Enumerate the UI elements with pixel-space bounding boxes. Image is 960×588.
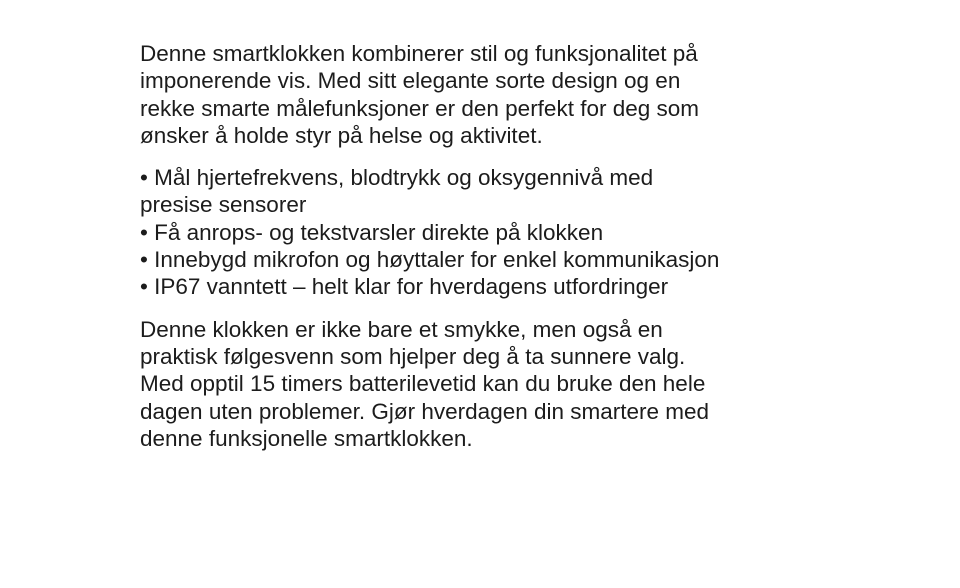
outro-paragraph: Denne klokken er ikke bare et smykke, men også en praktisk følgesvenn som hjelper deg å ta sunnere valg. Med opptil 15 timers batterilevetid kan du bruke den hele dagen uten problemer. Gjør hverdagen din smartere med denne funksjonelle smartklokken. <box>140 316 710 451</box>
feature-item: • Innebygd mikrofon og høyttaler for enkel kommunikasjon <box>140 247 720 273</box>
product-description <box>140 40 730 452</box>
feature-item: • IP67 vanntett – helt klar for hverdagens utfordringer <box>140 274 669 300</box>
feature-list <box>140 164 730 300</box>
feature-item: • Mål hjertefrekvens, blodtrykk og oksygennivå med presise sensorer <box>140 165 654 218</box>
feature-item: • Få anrops- og tekstvarsler direkte på klokken <box>140 219 604 245</box>
intro-paragraph: Denne smartklokken kombinerer stil og funksjonalitet på imponerende vis. Med sitt elegante sorte design og en rekke smarte målefunksjoner er den perfekt for deg som ønsker å holde styr på helse og aktivitet. <box>140 41 700 148</box>
